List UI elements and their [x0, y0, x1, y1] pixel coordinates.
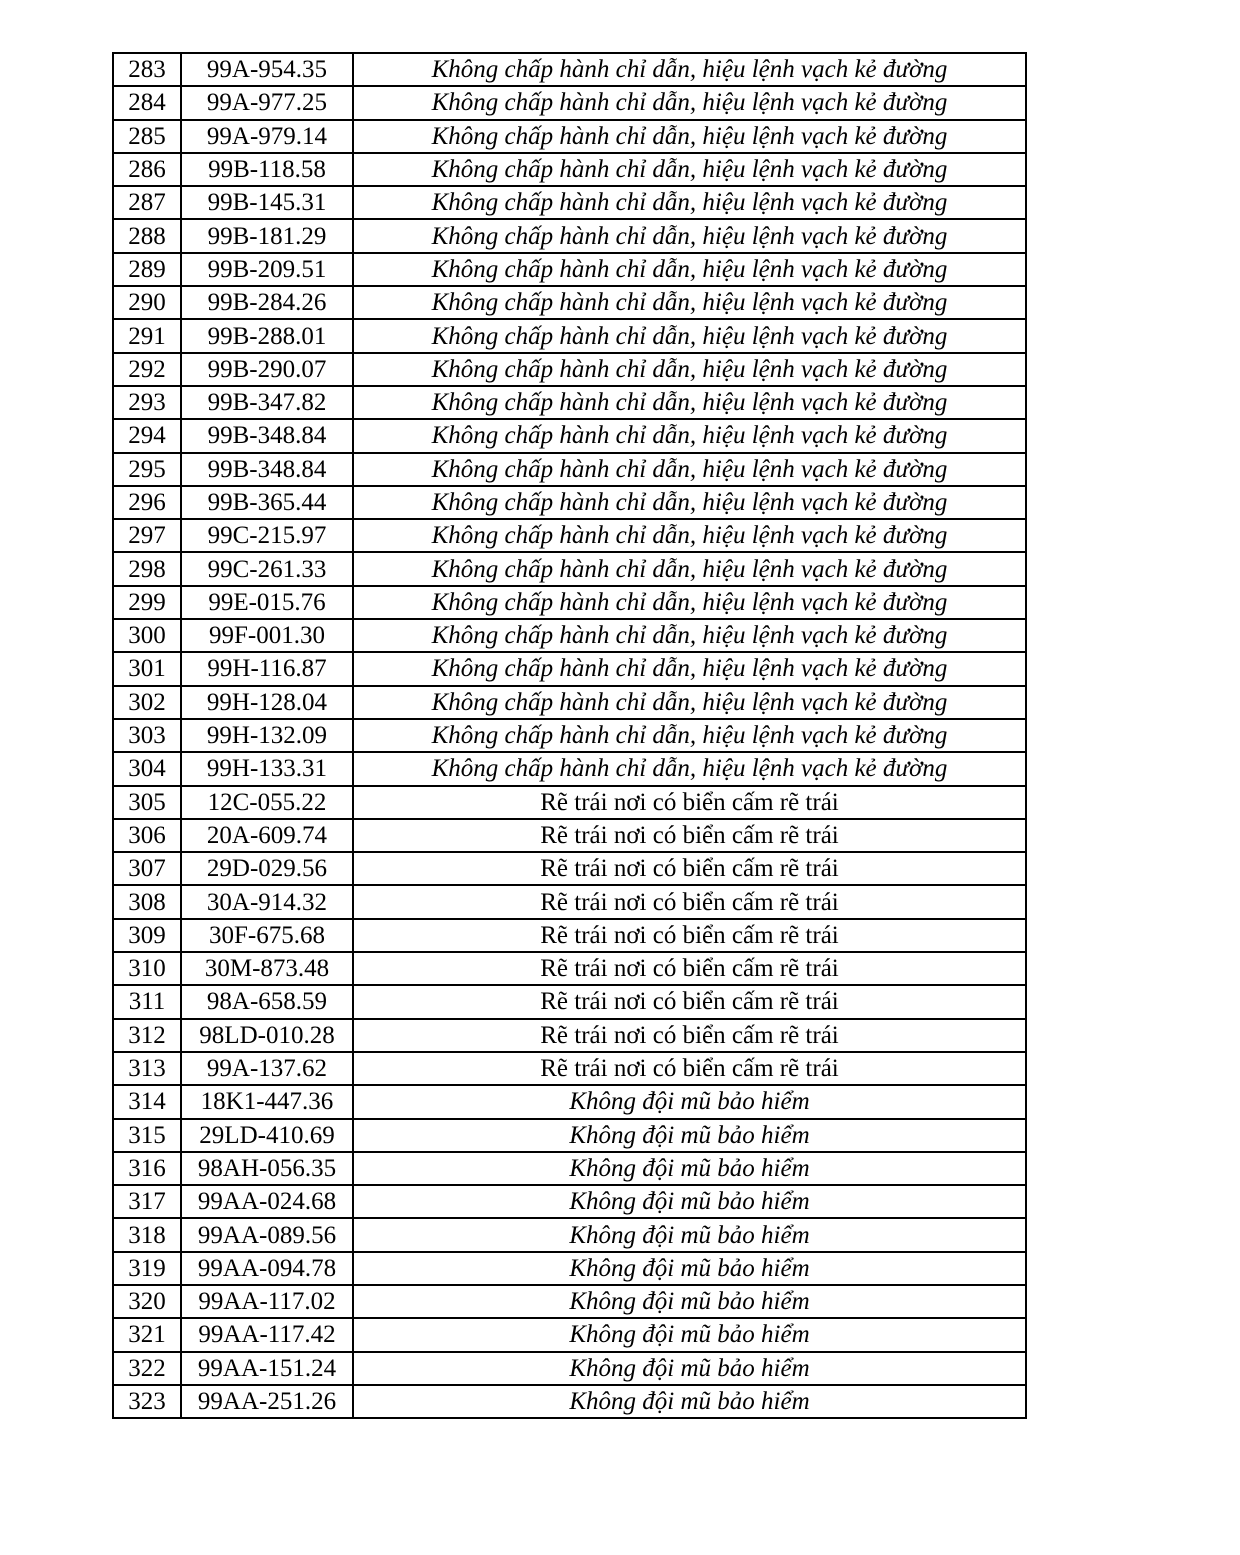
violation-cell: Rẽ trái nơi có biển cấm rẽ trái [353, 1052, 1026, 1085]
table-row [113, 619, 1026, 652]
license-plate-cell: 29D-029.56 [181, 852, 353, 885]
table-row [113, 985, 1026, 1018]
license-plate-cell: 99B-145.31 [181, 186, 353, 219]
row-number-cell: 307 [113, 852, 181, 885]
license-plate-cell: 99B-209.51 [181, 253, 353, 286]
row-number-cell: 308 [113, 885, 181, 918]
table-row [113, 686, 1026, 719]
table-row [113, 286, 1026, 319]
row-number-cell: 292 [113, 353, 181, 386]
violation-cell: Không chấp hành chỉ dẫn, hiệu lệnh vạch kẻ đường [353, 519, 1026, 552]
violation-cell: Không chấp hành chỉ dẫn, hiệu lệnh vạch kẻ đường [353, 419, 1026, 452]
violation-cell: Không chấp hành chỉ dẫn, hiệu lệnh vạch kẻ đường [353, 53, 1026, 86]
violation-cell: Không chấp hành chỉ dẫn, hiệu lệnh vạch kẻ đường [353, 719, 1026, 752]
license-plate-cell: 99B-365.44 [181, 486, 353, 519]
violation-cell: Rẽ trái nơi có biển cấm rẽ trái [353, 786, 1026, 819]
table-row [113, 453, 1026, 486]
row-number-cell: 289 [113, 253, 181, 286]
license-plate-cell: 99AA-117.42 [181, 1318, 353, 1351]
row-number-cell: 303 [113, 719, 181, 752]
row-number-cell: 319 [113, 1252, 181, 1285]
table-row [113, 1185, 1026, 1218]
table-row [113, 519, 1026, 552]
violation-cell: Không đội mũ bảo hiểm [353, 1318, 1026, 1351]
row-number-cell: 295 [113, 453, 181, 486]
table-row [113, 586, 1026, 619]
violation-cell: Không chấp hành chỉ dẫn, hiệu lệnh vạch kẻ đường [353, 552, 1026, 585]
violation-cell: Không chấp hành chỉ dẫn, hiệu lệnh vạch kẻ đường [353, 186, 1026, 219]
row-number-cell: 288 [113, 219, 181, 252]
violation-cell: Không chấp hành chỉ dẫn, hiệu lệnh vạch kẻ đường [353, 253, 1026, 286]
table-row [113, 386, 1026, 419]
table-row [113, 1252, 1026, 1285]
license-plate-cell: 98AH-056.35 [181, 1152, 353, 1185]
table-row [113, 353, 1026, 386]
row-number-cell: 320 [113, 1285, 181, 1318]
license-plate-cell: 99AA-117.02 [181, 1285, 353, 1318]
violation-cell: Không chấp hành chỉ dẫn, hiệu lệnh vạch kẻ đường [353, 286, 1026, 319]
table-row [113, 1152, 1026, 1185]
violation-cell: Rẽ trái nơi có biển cấm rẽ trái [353, 819, 1026, 852]
row-number-cell: 290 [113, 286, 181, 319]
table-row [113, 1052, 1026, 1085]
row-number-cell: 305 [113, 786, 181, 819]
license-plate-cell: 99F-001.30 [181, 619, 353, 652]
license-plate-cell: 99AA-251.26 [181, 1385, 353, 1418]
license-plate-cell: 99B-181.29 [181, 219, 353, 252]
row-number-cell: 312 [113, 1019, 181, 1052]
table-row [113, 1085, 1026, 1118]
violation-cell: Không đội mũ bảo hiểm [353, 1119, 1026, 1152]
violation-cell: Không đội mũ bảo hiểm [353, 1352, 1026, 1385]
license-plate-cell: 99E-015.76 [181, 586, 353, 619]
table-row [113, 1385, 1026, 1418]
row-number-cell: 293 [113, 386, 181, 419]
license-plate-cell: 99C-215.97 [181, 519, 353, 552]
row-number-cell: 322 [113, 1352, 181, 1385]
row-number-cell: 283 [113, 53, 181, 86]
row-number-cell: 297 [113, 519, 181, 552]
license-plate-cell: 99B-284.26 [181, 286, 353, 319]
license-plate-cell: 99H-132.09 [181, 719, 353, 752]
row-number-cell: 287 [113, 186, 181, 219]
violation-cell: Rẽ trái nơi có biển cấm rẽ trái [353, 919, 1026, 952]
row-number-cell: 296 [113, 486, 181, 519]
row-number-cell: 294 [113, 419, 181, 452]
violation-cell: Không đội mũ bảo hiểm [353, 1218, 1026, 1251]
table-row [113, 219, 1026, 252]
license-plate-cell: 99B-288.01 [181, 319, 353, 352]
violation-cell: Không chấp hành chỉ dẫn, hiệu lệnh vạch kẻ đường [353, 586, 1026, 619]
violation-cell: Không chấp hành chỉ dẫn, hiệu lệnh vạch kẻ đường [353, 120, 1026, 153]
license-plate-cell: 20A-609.74 [181, 819, 353, 852]
license-plate-cell: 99A-954.35 [181, 53, 353, 86]
table-row [113, 120, 1026, 153]
license-plate-cell: 99A-137.62 [181, 1052, 353, 1085]
license-plate-cell: 30F-675.68 [181, 919, 353, 952]
table-row [113, 486, 1026, 519]
violation-cell: Không chấp hành chỉ dẫn, hiệu lệnh vạch kẻ đường [353, 486, 1026, 519]
row-number-cell: 284 [113, 86, 181, 119]
row-number-cell: 314 [113, 1085, 181, 1118]
row-number-cell: 318 [113, 1218, 181, 1251]
license-plate-cell: 99AA-094.78 [181, 1252, 353, 1285]
license-plate-cell: 99B-348.84 [181, 453, 353, 486]
violation-cell: Không đội mũ bảo hiểm [353, 1285, 1026, 1318]
violation-cell: Không chấp hành chỉ dẫn, hiệu lệnh vạch kẻ đường [353, 153, 1026, 186]
table-row [113, 752, 1026, 785]
table-row [113, 419, 1026, 452]
row-number-cell: 304 [113, 752, 181, 785]
table-row [113, 319, 1026, 352]
license-plate-cell: 29LD-410.69 [181, 1119, 353, 1152]
violation-cell: Rẽ trái nơi có biển cấm rẽ trái [353, 852, 1026, 885]
violation-cell: Không đội mũ bảo hiểm [353, 1385, 1026, 1418]
table-row [113, 786, 1026, 819]
row-number-cell: 311 [113, 985, 181, 1018]
violation-cell: Không chấp hành chỉ dẫn, hiệu lệnh vạch kẻ đường [353, 652, 1026, 685]
row-number-cell: 317 [113, 1185, 181, 1218]
license-plate-cell: 98A-658.59 [181, 985, 353, 1018]
row-number-cell: 286 [113, 153, 181, 186]
row-number-cell: 302 [113, 686, 181, 719]
license-plate-cell: 99B-348.84 [181, 419, 353, 452]
table-row [113, 1318, 1026, 1351]
license-plate-cell: 99AA-089.56 [181, 1218, 353, 1251]
license-plate-cell: 99A-977.25 [181, 86, 353, 119]
table-row [113, 719, 1026, 752]
license-plate-cell: 98LD-010.28 [181, 1019, 353, 1052]
violation-cell: Không chấp hành chỉ dẫn, hiệu lệnh vạch kẻ đường [353, 219, 1026, 252]
license-plate-cell: 12C-055.22 [181, 786, 353, 819]
license-plate-cell: 99H-128.04 [181, 686, 353, 719]
violation-cell: Không đội mũ bảo hiểm [353, 1252, 1026, 1285]
table-row [113, 852, 1026, 885]
license-plate-cell: 99AA-151.24 [181, 1352, 353, 1385]
row-number-cell: 309 [113, 919, 181, 952]
table-row [113, 552, 1026, 585]
row-number-cell: 321 [113, 1318, 181, 1351]
table-row [113, 153, 1026, 186]
violation-cell: Không chấp hành chỉ dẫn, hiệu lệnh vạch kẻ đường [353, 86, 1026, 119]
table-row [113, 86, 1026, 119]
license-plate-cell: 99C-261.33 [181, 552, 353, 585]
table-row [113, 1285, 1026, 1318]
license-plate-cell: 99A-979.14 [181, 120, 353, 153]
row-number-cell: 301 [113, 652, 181, 685]
table-row [113, 885, 1026, 918]
row-number-cell: 285 [113, 120, 181, 153]
license-plate-cell: 99H-116.87 [181, 652, 353, 685]
violation-cell: Không chấp hành chỉ dẫn, hiệu lệnh vạch kẻ đường [353, 386, 1026, 419]
row-number-cell: 315 [113, 1119, 181, 1152]
violations-table [112, 52, 1027, 1419]
row-number-cell: 298 [113, 552, 181, 585]
violation-cell: Rẽ trái nơi có biển cấm rẽ trái [353, 885, 1026, 918]
license-plate-cell: 99B-347.82 [181, 386, 353, 419]
table-body [113, 53, 1026, 1418]
table-row [113, 1019, 1026, 1052]
row-number-cell: 300 [113, 619, 181, 652]
license-plate-cell: 30M-873.48 [181, 952, 353, 985]
violation-cell: Không chấp hành chỉ dẫn, hiệu lệnh vạch kẻ đường [353, 453, 1026, 486]
violation-cell: Không chấp hành chỉ dẫn, hiệu lệnh vạch kẻ đường [353, 319, 1026, 352]
row-number-cell: 299 [113, 586, 181, 619]
table-row [113, 253, 1026, 286]
table-row [113, 819, 1026, 852]
row-number-cell: 310 [113, 952, 181, 985]
table-row [113, 952, 1026, 985]
table-row [113, 1218, 1026, 1251]
violation-cell: Không chấp hành chỉ dẫn, hiệu lệnh vạch kẻ đường [353, 752, 1026, 785]
license-plate-cell: 99H-133.31 [181, 752, 353, 785]
violation-cell: Không chấp hành chỉ dẫn, hiệu lệnh vạch kẻ đường [353, 353, 1026, 386]
table-row [113, 652, 1026, 685]
violation-cell: Rẽ trái nơi có biển cấm rẽ trái [353, 952, 1026, 985]
license-plate-cell: 99B-118.58 [181, 153, 353, 186]
violation-cell: Không đội mũ bảo hiểm [353, 1152, 1026, 1185]
table-row [113, 186, 1026, 219]
row-number-cell: 323 [113, 1385, 181, 1418]
table-row [113, 1352, 1026, 1385]
row-number-cell: 291 [113, 319, 181, 352]
table-row [113, 1119, 1026, 1152]
violation-cell: Không chấp hành chỉ dẫn, hiệu lệnh vạch kẻ đường [353, 686, 1026, 719]
license-plate-cell: 30A-914.32 [181, 885, 353, 918]
violation-cell: Rẽ trái nơi có biển cấm rẽ trái [353, 1019, 1026, 1052]
license-plate-cell: 18K1-447.36 [181, 1085, 353, 1118]
license-plate-cell: 99AA-024.68 [181, 1185, 353, 1218]
table-row [113, 919, 1026, 952]
license-plate-cell: 99B-290.07 [181, 353, 353, 386]
violation-cell: Không đội mũ bảo hiểm [353, 1085, 1026, 1118]
table-row [113, 53, 1026, 86]
violation-cell: Không đội mũ bảo hiểm [353, 1185, 1026, 1218]
row-number-cell: 313 [113, 1052, 181, 1085]
row-number-cell: 316 [113, 1152, 181, 1185]
violation-cell: Rẽ trái nơi có biển cấm rẽ trái [353, 985, 1026, 1018]
row-number-cell: 306 [113, 819, 181, 852]
violation-cell: Không chấp hành chỉ dẫn, hiệu lệnh vạch kẻ đường [353, 619, 1026, 652]
